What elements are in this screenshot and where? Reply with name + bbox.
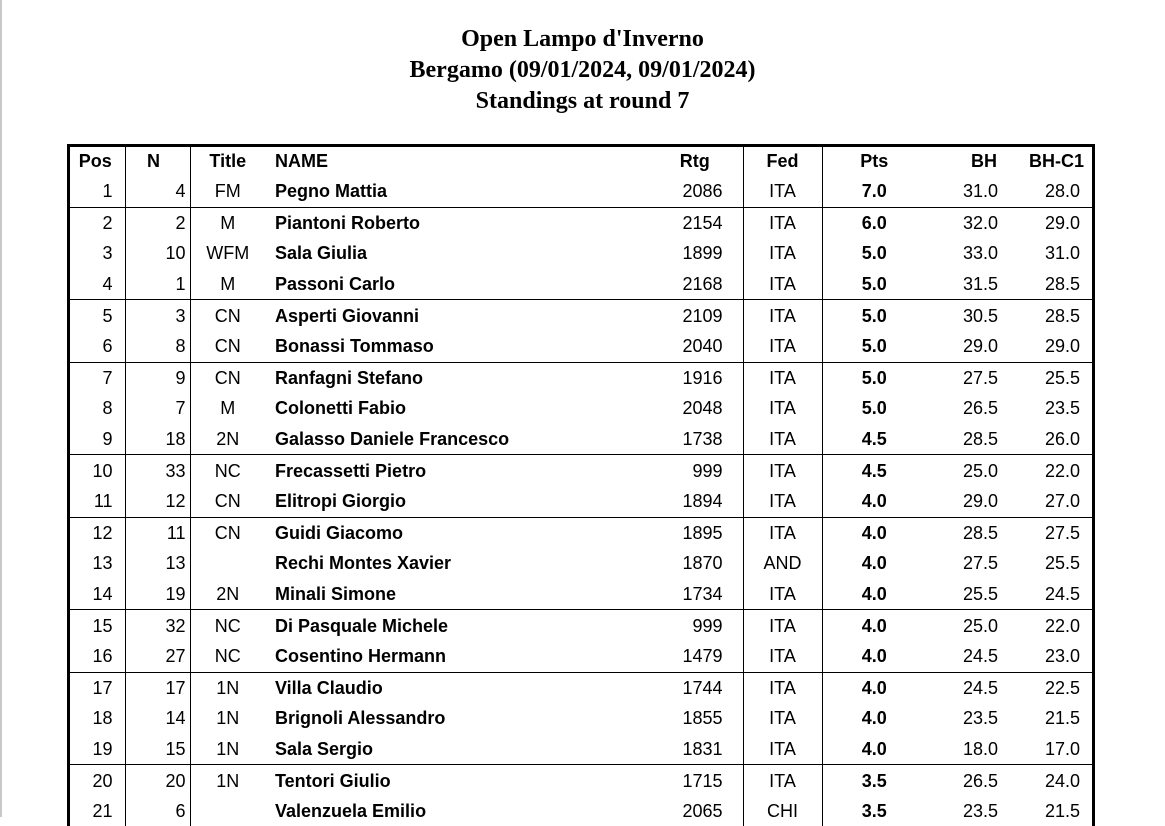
cell-n: 19 <box>125 579 190 610</box>
cell-bh: 27.5 <box>962 553 998 574</box>
cell-pos: 8 <box>70 393 125 424</box>
cell-fed: ITA <box>743 393 822 424</box>
cell-pts: 5.0 <box>822 300 926 331</box>
cell-name: Minali Simone <box>275 584 397 605</box>
cell-pts: 4.0 <box>861 491 887 512</box>
cell-title: 1N <box>190 765 265 796</box>
cell-bhc1: 23.5 <box>1044 398 1080 419</box>
cell-n: 32 <box>125 610 190 641</box>
cell-bhc1: 22.5 <box>1014 672 1092 703</box>
cell-bh: 32.0 <box>926 207 1014 238</box>
cell-pts: 4.0 <box>822 610 926 641</box>
table-row <box>70 641 1092 672</box>
cell-rtg: 2065 <box>647 796 743 826</box>
cell-fed: ITA <box>743 269 822 300</box>
cell-fed: ITA <box>743 765 822 796</box>
cell-bh: 26.5 <box>926 765 1014 796</box>
standings-subtitle: Standings at round 7 <box>475 88 690 114</box>
cell-title: 1N <box>216 738 240 759</box>
cell-bhc1: 17.0 <box>1044 738 1080 759</box>
cell-fed: ITA <box>743 517 822 548</box>
cell-n: 11 <box>125 517 190 548</box>
cell-pos: 9 <box>70 424 125 455</box>
cell-pos: 2 <box>70 207 125 238</box>
cell-pos: 4 <box>70 269 125 300</box>
cell-bh: 31.0 <box>962 181 998 202</box>
cell-bhc1: 27.0 <box>1044 491 1080 512</box>
cell-fed: ITA <box>743 331 822 362</box>
document-header <box>0 24 1165 117</box>
cell-rtg: 2048 <box>647 393 743 424</box>
table-row <box>70 610 1092 641</box>
cell-rtg: 2109 <box>647 300 743 331</box>
cell-n: 15 <box>125 734 190 765</box>
cell-bhc1: 29.0 <box>1044 336 1080 357</box>
cell-rtg: 999 <box>647 455 743 486</box>
cell-bh: 28.5 <box>926 517 1014 548</box>
cell-rtg: 1870 <box>647 548 743 579</box>
cell-pts: 7.0 <box>861 181 887 202</box>
table-row <box>70 176 1092 207</box>
table-row <box>70 331 1092 362</box>
cell-pos: 7 <box>70 362 125 393</box>
cell-pos: 20 <box>70 765 125 796</box>
table-header-row <box>70 147 1092 176</box>
cell-pos: 19 <box>70 734 125 765</box>
cell-bh: 33.0 <box>962 243 998 264</box>
standings-body <box>70 176 1092 826</box>
cell-fed: ITA <box>743 176 822 207</box>
cell-pos: 11 <box>70 486 125 517</box>
cell-pos: 1 <box>70 176 125 207</box>
cell-rtg: 1744 <box>647 672 743 703</box>
cell-rtg: 999 <box>647 610 743 641</box>
cell-n: 13 <box>125 548 190 579</box>
col-header-fed: Fed <box>743 147 822 176</box>
cell-name: Di Pasquale Michele <box>265 610 647 641</box>
col-header-rtg: Rtg <box>647 147 743 176</box>
cell-pts: 5.0 <box>861 398 887 419</box>
cell-name: Guidi Giacomo <box>265 517 647 548</box>
cell-n: 4 <box>125 176 190 207</box>
cell-pos: 12 <box>70 517 125 548</box>
cell-rtg: 1734 <box>647 579 743 610</box>
cell-title: FM <box>214 181 241 202</box>
table-row <box>70 579 1092 610</box>
cell-title: M <box>220 274 236 295</box>
cell-title: NC <box>214 646 241 667</box>
cell-pts: 3.5 <box>861 801 887 822</box>
cell-pts: 4.0 <box>861 646 887 667</box>
cell-n: 17 <box>125 672 190 703</box>
cell-n: 33 <box>125 455 190 486</box>
cell-n: 7 <box>125 393 190 424</box>
cell-rtg: 1738 <box>647 424 743 455</box>
cell-fed: ITA <box>743 610 822 641</box>
cell-name: Tentori Giulio <box>265 765 647 796</box>
table-row <box>70 548 1092 579</box>
col-header-bhc1: BH-C1 <box>1028 151 1084 171</box>
cell-title: CN <box>190 300 265 331</box>
cell-pos: 14 <box>70 579 125 610</box>
standings-table-frame <box>67 144 1095 826</box>
cell-name: Sala Sergio <box>275 738 374 759</box>
col-header-title: Title <box>209 151 247 171</box>
cell-bhc1: 31.0 <box>1044 243 1080 264</box>
table-row <box>70 734 1092 765</box>
cell-title <box>190 796 265 826</box>
cell-bh: 23.5 <box>962 708 998 729</box>
cell-rtg: 1899 <box>647 238 743 269</box>
cell-title: 2N <box>216 429 240 450</box>
cell-fed: ITA <box>743 455 822 486</box>
cell-bh: 31.5 <box>962 274 998 295</box>
cell-bh: 25.5 <box>962 584 998 605</box>
table-row <box>70 703 1092 734</box>
cell-title: M <box>190 207 265 238</box>
table-row <box>70 300 1092 331</box>
cell-rtg: 1916 <box>647 362 743 393</box>
cell-name: Sala Giulia <box>275 243 368 264</box>
cell-pos: 18 <box>70 703 125 734</box>
cell-rtg: 1715 <box>647 765 743 796</box>
cell-name: Asperti Giovanni <box>265 300 647 331</box>
cell-rtg: 2168 <box>647 269 743 300</box>
cell-n: 27 <box>125 641 190 672</box>
cell-name: Valenzuela Emilio <box>275 801 427 822</box>
table-row <box>70 796 1092 826</box>
cell-fed: ITA <box>743 300 822 331</box>
cell-pos: 13 <box>70 548 125 579</box>
cell-fed: ITA <box>743 207 822 238</box>
cell-bhc1: 28.5 <box>1014 300 1092 331</box>
cell-n: 2 <box>125 207 190 238</box>
cell-n: 14 <box>125 703 190 734</box>
table-row <box>70 393 1092 424</box>
cell-bhc1: 28.0 <box>1044 181 1080 202</box>
cell-rtg: 2086 <box>647 176 743 207</box>
cell-fed: ITA <box>743 362 822 393</box>
cell-bh: 23.5 <box>962 801 998 822</box>
cell-name: Colonetti Fabio <box>275 398 406 419</box>
cell-bh: 26.5 <box>962 398 998 419</box>
cell-fed: ITA <box>743 579 822 610</box>
cell-bh: 30.5 <box>926 300 1014 331</box>
table-row <box>70 765 1092 796</box>
table-row <box>70 424 1092 455</box>
cell-name: Villa Claudio <box>265 672 647 703</box>
cell-pts: 4.5 <box>861 429 887 450</box>
cell-n: 8 <box>125 331 190 362</box>
cell-pos: 17 <box>70 672 125 703</box>
table-row <box>70 672 1092 703</box>
cell-pos: 21 <box>70 796 125 826</box>
cell-title: WFM <box>206 243 250 264</box>
cell-n: 1 <box>125 269 190 300</box>
cell-fed: ITA <box>743 641 822 672</box>
cell-fed: ITA <box>743 238 822 269</box>
cell-title: 1N <box>216 708 240 729</box>
cell-pts: 4.5 <box>822 455 926 486</box>
cell-pts: 6.0 <box>822 207 926 238</box>
cell-bh: 27.5 <box>926 362 1014 393</box>
cell-bhc1: 29.0 <box>1014 207 1092 238</box>
cell-bhc1: 21.5 <box>1044 708 1080 729</box>
standings-table <box>70 147 1092 826</box>
cell-n: 3 <box>125 300 190 331</box>
tournament-location-dates: Bergamo (09/01/2024, 09/01/2024) <box>409 57 756 83</box>
cell-title: CN <box>190 517 265 548</box>
cell-bh: 25.0 <box>926 455 1014 486</box>
cell-bhc1: 25.5 <box>1014 362 1092 393</box>
cell-title: 1N <box>190 672 265 703</box>
cell-n: 18 <box>125 424 190 455</box>
cell-name: Passoni Carlo <box>275 274 396 295</box>
col-header-pos: Pos <box>70 147 125 176</box>
cell-bhc1: 23.0 <box>1044 646 1080 667</box>
cell-name: Elitropi Giorgio <box>275 491 406 512</box>
cell-bhc1: 24.0 <box>1014 765 1092 796</box>
cell-fed: ITA <box>743 486 822 517</box>
cell-n: 9 <box>125 362 190 393</box>
cell-rtg: 1855 <box>647 703 743 734</box>
cell-rtg: 1479 <box>647 641 743 672</box>
cell-pts: 5.0 <box>861 274 887 295</box>
cell-bhc1: 22.0 <box>1014 455 1092 486</box>
cell-title <box>190 548 265 579</box>
cell-title: 2N <box>216 584 240 605</box>
cell-rtg: 1894 <box>647 486 743 517</box>
cell-name: Cosentino Hermann <box>275 646 447 667</box>
cell-bh: 24.5 <box>962 646 998 667</box>
table-row <box>70 207 1092 238</box>
cell-rtg: 2040 <box>647 331 743 362</box>
col-header-pts: Pts <box>860 151 889 171</box>
cell-pos: 6 <box>70 331 125 362</box>
table-row <box>70 517 1092 548</box>
cell-bh: 29.0 <box>962 491 998 512</box>
cell-pos: 3 <box>70 238 125 269</box>
table-row <box>70 269 1092 300</box>
cell-pts: 4.0 <box>822 672 926 703</box>
page-edge <box>0 0 2 817</box>
cell-bh: 24.5 <box>926 672 1014 703</box>
cell-fed: ITA <box>743 672 822 703</box>
cell-pts: 5.0 <box>861 336 887 357</box>
cell-name: Rechi Montes Xavier <box>275 553 452 574</box>
cell-name: Frecassetti Pietro <box>265 455 647 486</box>
cell-pts: 5.0 <box>861 243 887 264</box>
cell-name: Ranfagni Stefano <box>265 362 647 393</box>
cell-title: CN <box>190 362 265 393</box>
col-header-bh: BH <box>971 151 997 171</box>
cell-pts: 4.0 <box>822 517 926 548</box>
cell-bhc1: 22.0 <box>1014 610 1092 641</box>
cell-bh: 18.0 <box>962 738 998 759</box>
cell-fed: ITA <box>743 734 822 765</box>
cell-pos: 16 <box>70 641 125 672</box>
cell-rtg: 1895 <box>647 517 743 548</box>
cell-name: Pegno Mattia <box>275 181 388 202</box>
cell-bhc1: 25.5 <box>1044 553 1080 574</box>
cell-pts: 4.0 <box>861 584 887 605</box>
cell-bh: 29.0 <box>962 336 998 357</box>
cell-pts: 4.0 <box>861 553 887 574</box>
cell-title: NC <box>190 455 265 486</box>
cell-pts: 5.0 <box>822 362 926 393</box>
cell-n: 12 <box>125 486 190 517</box>
cell-bh: 25.0 <box>926 610 1014 641</box>
cell-title: M <box>220 398 236 419</box>
cell-fed: AND <box>743 548 822 579</box>
table-row <box>70 238 1092 269</box>
cell-title: CN <box>214 491 241 512</box>
cell-title: CN <box>214 336 241 357</box>
cell-bhc1: 21.5 <box>1044 801 1080 822</box>
cell-name: Brignoli Alessandro <box>275 708 446 729</box>
cell-pos: 5 <box>70 300 125 331</box>
col-header-n: N <box>125 147 190 176</box>
cell-n: 20 <box>125 765 190 796</box>
cell-rtg: 2154 <box>647 207 743 238</box>
cell-bhc1: 26.0 <box>1044 429 1080 450</box>
cell-name: Galasso Daniele Francesco <box>275 429 510 450</box>
cell-name: Piantoni Roberto <box>265 207 647 238</box>
table-row <box>70 486 1092 517</box>
cell-n: 6 <box>125 796 190 826</box>
cell-pos: 10 <box>70 455 125 486</box>
cell-rtg: 1831 <box>647 734 743 765</box>
cell-bh: 28.5 <box>962 429 998 450</box>
cell-bhc1: 27.5 <box>1014 517 1092 548</box>
cell-fed: CHI <box>743 796 822 826</box>
cell-pts: 4.0 <box>861 708 887 729</box>
cell-name: Bonassi Tommaso <box>275 336 434 357</box>
cell-fed: ITA <box>743 424 822 455</box>
cell-title: NC <box>190 610 265 641</box>
cell-n: 10 <box>125 238 190 269</box>
tournament-title: Open Lampo d'Inverno <box>461 26 704 52</box>
cell-bhc1: 24.5 <box>1044 584 1080 605</box>
cell-fed: ITA <box>743 703 822 734</box>
col-header-name: NAME <box>275 151 328 171</box>
cell-pts: 4.0 <box>861 738 887 759</box>
table-row <box>70 362 1092 393</box>
cell-pos: 15 <box>70 610 125 641</box>
table-row <box>70 455 1092 486</box>
cell-pts: 3.5 <box>822 765 926 796</box>
cell-bhc1: 28.5 <box>1044 274 1080 295</box>
